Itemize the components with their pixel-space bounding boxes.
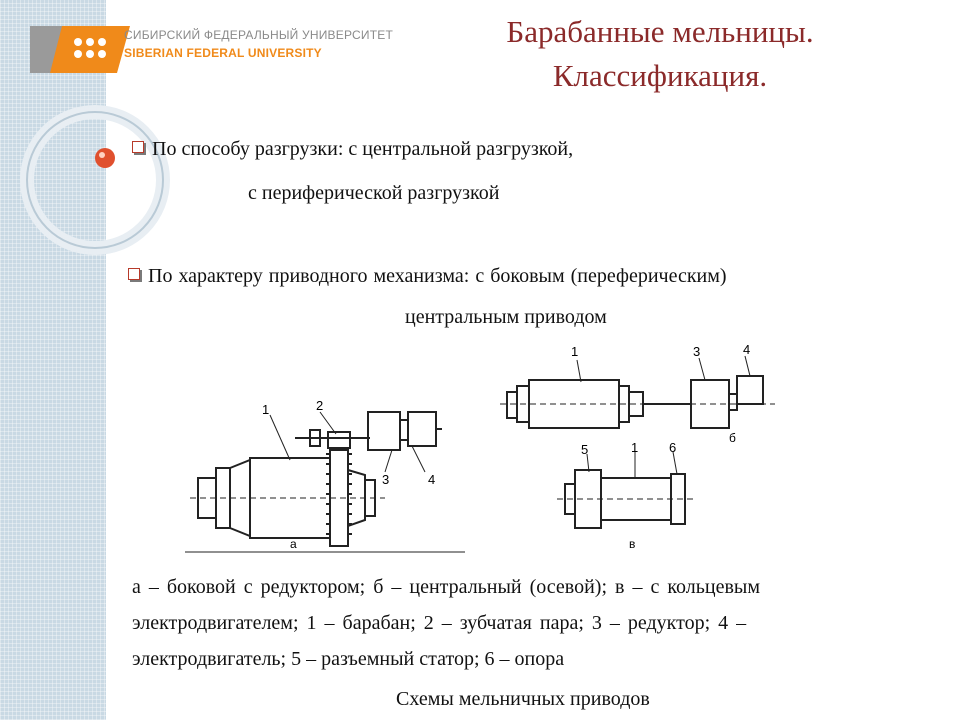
label-v-1: 1 bbox=[631, 440, 639, 455]
title-line-1: Барабанные мельницы. bbox=[506, 14, 814, 49]
bullet-unloading bbox=[132, 138, 573, 161]
figure-title: Схемы мельничных приводов bbox=[396, 688, 650, 710]
label-v-letter: в bbox=[629, 537, 636, 551]
bullet-continuation: с периферической разгрузкой bbox=[248, 182, 500, 204]
diagram-v bbox=[555, 440, 705, 555]
label-a-3: 3 bbox=[382, 472, 390, 487]
title-line-2: Классификация. bbox=[552, 58, 768, 93]
page-title bbox=[420, 10, 900, 98]
bullet-drive bbox=[128, 265, 727, 288]
label-v-5: 5 bbox=[581, 442, 589, 457]
logo-text-ru: СИБИРСКИЙ ФЕДЕРАЛЬНЫЙ УНИВЕРСИТЕТ bbox=[124, 28, 393, 42]
bullet-value: с центральной разгрузкой, bbox=[343, 138, 574, 160]
label-b-3: 3 bbox=[693, 344, 701, 359]
bullet-label: По характеру приводного механизма: bbox=[148, 265, 470, 287]
label-a-1: 1 bbox=[262, 402, 270, 417]
label-a-2: 2 bbox=[316, 398, 324, 413]
orange-bullet-icon bbox=[95, 148, 115, 168]
checkbox-square-icon bbox=[132, 141, 144, 153]
caption-line-2: электродвигателем; 1 – барабан; 2 – зубчатая пара; 3 – редуктор; 4 – bbox=[132, 612, 747, 634]
label-b-letter: б bbox=[729, 431, 736, 445]
diagram-b bbox=[495, 340, 795, 450]
bullet-continuation: центральным приводом bbox=[405, 306, 607, 328]
label-v-6: 6 bbox=[669, 440, 677, 455]
diagram-a bbox=[180, 390, 480, 560]
bullet-value: с боковым (переферическим) bbox=[469, 265, 727, 287]
caption-line-1: а – боковой с редуктором; б – центральный (осевой); в – с кольцевым bbox=[132, 576, 760, 598]
label-a-4: 4 bbox=[428, 472, 436, 487]
label-b-1: 1 bbox=[571, 344, 579, 359]
checkbox-square-icon bbox=[128, 268, 140, 280]
label-b-4: 4 bbox=[743, 342, 751, 357]
caption-line-3: электродвигатель; 5 – разъемный статор; 6 – опора bbox=[132, 648, 565, 670]
logo-text-en: SIBERIAN FEDERAL UNIVERSITY bbox=[124, 46, 322, 60]
bullet-label: По способу разгрузки: bbox=[152, 138, 344, 160]
label-a-letter: а bbox=[290, 537, 297, 551]
